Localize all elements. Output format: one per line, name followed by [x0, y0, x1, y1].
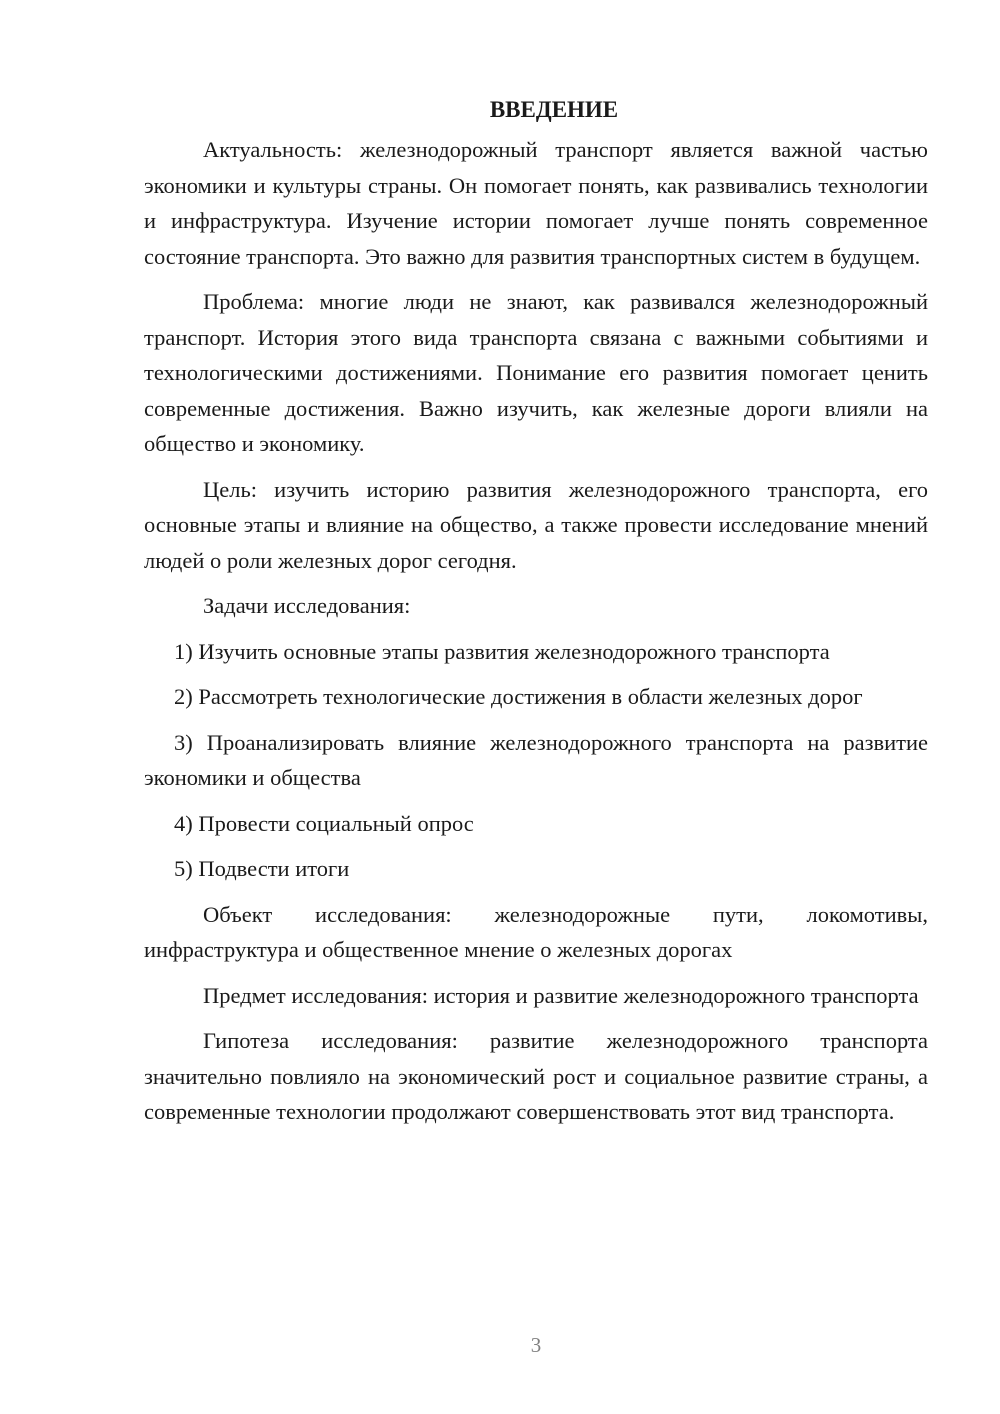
- task-item-5: 5) Подвести итоги: [174, 856, 350, 881]
- page-title: ВВЕДЕНИЕ: [489, 97, 619, 122]
- task-item-3: 3) Проанализировать влияние железнодорожного транспорта на развитие экономики и общества: [144, 729, 928, 790]
- paragraph-problem: Проблема: многие люди не знают, как развивался железнодорожный транспорт. История этого вида транспорта связана с важными событиями и технологическими достижениями. Понимание его развития помогает ценить современные достижения. Важно изучить, как железные дороги влияли на общество и экономику.: [144, 289, 928, 456]
- task-item-2: 2) Рассмотреть технологические достижения в области железных дорог: [174, 684, 863, 709]
- page-number: 3: [530, 1333, 542, 1357]
- paragraph-subject: Предмет исследования: история и развитие железнодорожного транспорта: [203, 982, 919, 1008]
- task-item-4: 4) Провести социальный опрос: [174, 810, 474, 836]
- paragraph-object: Объект исследования: железнодорожные пути, локомотивы, инфраструктура и общественное мнение о железных дорогах: [144, 901, 928, 962]
- paragraph-hypothesis: Гипотеза исследования: развитие железнодорожного транспорта значительно повлияло на экономический рост и социальное развитие страны, а современные технологии продолжают совершенствовать этот вид транспорта.: [144, 1028, 928, 1124]
- tasks-heading: Задачи исследования:: [203, 593, 411, 618]
- paragraph-relevance: Актуальность: железнодорожный транспорт является важной частью экономики и культуры страны. Он помогает понять, как развивались технологии и инфраструктура. Изучение истории помогает лучше понять современное состояние транспорта. Это важно для развития транспортных систем в будущем.: [144, 137, 928, 269]
- document-page: [144, 92, 928, 1140]
- task-item-1: 1) Изучить основные этапы развития железнодорожного транспорта: [174, 638, 830, 664]
- paragraph-goal: Цель: изучить историю развития железнодорожного транспорта, его основные этапы и влияние на общество, а также провести исследование мнений людей о роли железных дорог сегодня.: [144, 476, 928, 573]
